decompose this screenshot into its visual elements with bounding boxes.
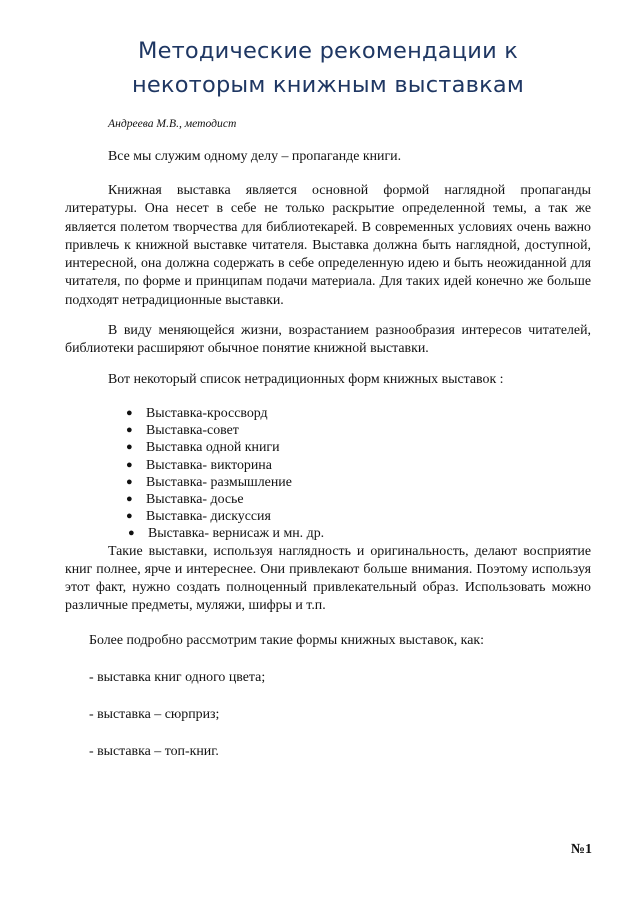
paragraph-benefits: Такие выставки, используя наглядность и оригинальность, делают восприятие книг полнее, ярче и интереснее. Они привлекают больше внимания. Поэтому используя этот факт, нужно создать полноценный привлекательный образ. Использовать можно различные предметы, муляжи, шифры и т.п. (65, 543, 591, 614)
list-item (126, 491, 591, 508)
list-item-text: Выставка- размышление (146, 474, 292, 490)
list-item (126, 457, 591, 474)
author-line: Андреева М.В., методист (108, 117, 237, 130)
list-item (126, 508, 591, 525)
bullet-icon: ● (126, 406, 133, 419)
list-item (126, 422, 591, 439)
bullet-icon: ● (126, 510, 133, 523)
title-line-2: некоторым книжным выставкам (131, 72, 525, 98)
list-item (126, 405, 591, 422)
bullet-icon: ● (126, 458, 133, 471)
list-item-text: Выставка- вернисаж и мн. др. (148, 526, 325, 542)
list-item-text: Выставка одной книги (146, 440, 280, 456)
form-item: - выставка – сюрприз; (89, 706, 220, 722)
bullet-icon: ● (126, 424, 133, 437)
form-item: - выставка – топ-книг. (89, 743, 219, 759)
lead-sentence: Все мы служим одному делу – пропаганде книги. (108, 149, 402, 164)
title-line-1: Методические рекомендации к (137, 38, 519, 64)
list-item (128, 525, 593, 542)
form-item: - выставка книг одного цвета; (89, 669, 266, 685)
list-item-text: Выставка- викторина (146, 457, 272, 473)
list-item-text: Выставка-совет (146, 423, 239, 439)
exhibition-forms-list (65, 405, 591, 543)
bullet-icon: ● (126, 492, 133, 505)
paragraph-readers: В виду меняющейся жизни, возрастанием разнообразия интересов читателей, библиотеки расширяют обычное понятие книжной выставки. (65, 323, 591, 357)
paragraph-list-intro: Вот некоторый список нетрадиционных форм книжных выставок : (108, 371, 504, 387)
bullet-icon: ● (126, 441, 133, 454)
list-item (126, 474, 591, 491)
list-item (126, 439, 591, 456)
forms-intro: Более подробно рассмотрим такие формы книжных выставок, как: (89, 632, 484, 648)
bullet-icon: ● (128, 527, 135, 540)
list-item-text: Выставка-кроссворд (146, 405, 268, 421)
page-title (65, 0, 591, 102)
paragraph-intro: Книжная выставка является основной формой наглядной пропаганды литературы. Она несет в себе не только раскрытие определенной темы, а так же является полетом творчества для библиотекарей. В современных условиях очень важно привлечь к книжной выставке читателя. Выставка должна быть наглядной, доступной, интересной, она должна содержать в себе определенную идею и быть неожиданной для читателя, по форме и принципам подачи материала. Для таких идей конечно же больше подходят нетрадиционные выставки. (65, 183, 591, 308)
list-item-text: Выставка- дискуссия (146, 509, 271, 525)
page-number: №1 (570, 842, 592, 857)
list-item-text: Выставка- досье (146, 491, 244, 507)
bullet-icon: ● (126, 475, 133, 488)
